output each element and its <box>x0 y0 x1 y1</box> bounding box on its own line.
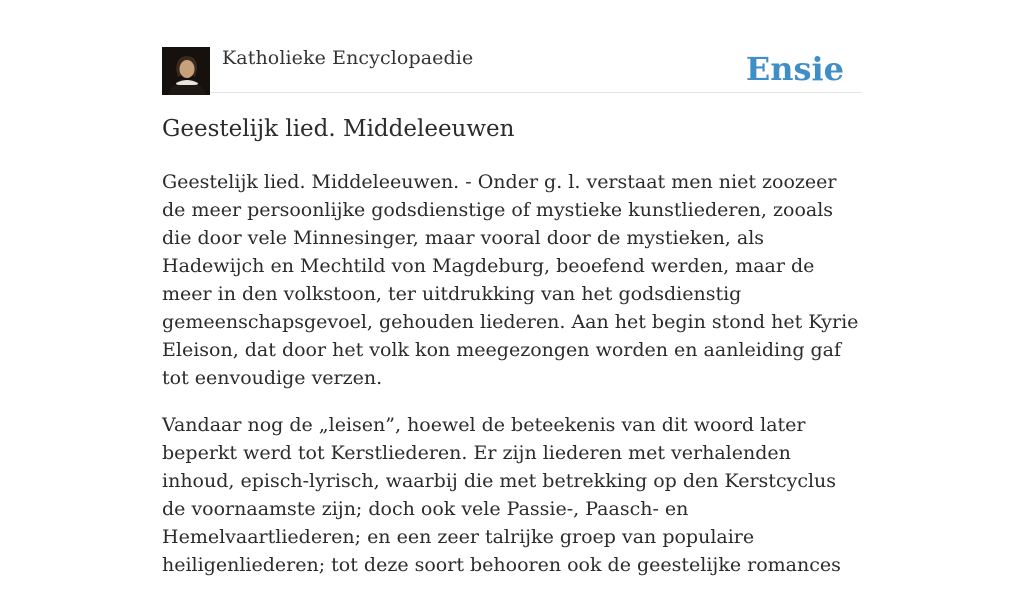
site-header <box>162 44 862 93</box>
portrait-avatar-icon[interactable] <box>162 47 210 95</box>
brand-logo[interactable]: Ensie <box>745 50 844 88</box>
article-title: Geestelijk lied. Middeleeuwen <box>162 116 515 142</box>
source-title[interactable]: Katholieke Encyclopaedie <box>222 47 474 69</box>
article-paragraph: Geestelijk lied. Middeleeuwen. - Onder g. l. verstaat men niet zoozeer de meer persoonlijke godsdienstige of mystieke kunstliederen, zooals die door vele Minnesinger, maar vooral door de mystieken, als Hadewijch en Mechtild von Magdeburg, beoefend werden, maar de meer in den volkstoon, ter uitdrukking van het godsdienstig gemeenschapsgevoel, gehouden liederen. Aan het begin stond het Kyrie Eleison, dat door het volk kon meegezongen worden en aanleiding gaf tot eenvoudige verzen. <box>162 171 859 389</box>
article-paragraph: Vandaar nog de „leisen”, hoewel de beteekenis van dit woord later beperkt werd tot Kerstliederen. Er zijn liederen met verhalenden inhoud, episch-lyrisch, waarbij die met betrekking op den Kerstcyclus de voornaamste zijn; doch ook vele Passie-, Paasch- en Hemelvaartliederen; en een zeer talrijke groep van populaire heiligenliederen; tot deze soort behooren ook de geestelijke romances <box>162 414 841 576</box>
article-body <box>162 168 862 598</box>
